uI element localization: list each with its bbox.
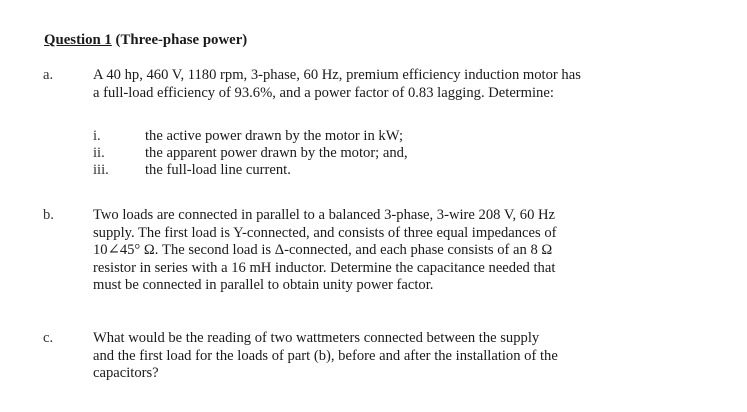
question-heading: [44, 32, 247, 50]
part-b-line-4: resistor in series with a 16 mH inductor. Determine the capacitance needed that: [93, 259, 556, 276]
part-b-line-3: 10∠45° Ω. The second load is Δ-connected, and each phase consists of an 8 Ω: [93, 242, 553, 258]
part-a-line-2: a full-load efficiency of 93.6%, and a power factor of 0.83 lagging. Determine:: [93, 84, 554, 101]
subitem-ii-numeral: ii.: [93, 145, 105, 161]
part-b-line-5: must be connected in parallel to obtain unity power factor.: [93, 277, 434, 293]
part-a-line-1: A 40 hp, 460 V, 1180 rpm, 3-phase, 60 Hz, premium efficiency induction motor has: [93, 67, 581, 83]
part-c-text: [93, 330, 693, 383]
question-title: (Three-phase power): [115, 32, 248, 48]
part-c-label: c.: [43, 330, 54, 346]
part-a-subitems: [93, 128, 653, 179]
subitem-i: [93, 128, 653, 145]
part-b-label: b.: [43, 207, 54, 223]
subitem-i-numeral: i.: [93, 128, 101, 144]
subitem-ii: [93, 145, 653, 162]
part-a-text: [93, 67, 693, 102]
subitem-iii-text: the full-load line current.: [145, 162, 291, 178]
part-c-line-3: capacitors?: [93, 365, 159, 381]
part-c-line-1: What would be the reading of two wattmeters connected between the supply: [93, 330, 540, 346]
subitem-iii: [93, 162, 653, 179]
question-number: Question 1: [44, 32, 112, 48]
part-a-label: a.: [43, 67, 54, 83]
subitem-i-text: the active power drawn by the motor in kW;: [145, 128, 404, 144]
subitem-iii-numeral: iii.: [93, 162, 109, 178]
part-b-line-2: supply. The first load is Y-connected, and consists of three equal impedances of: [93, 224, 557, 241]
part-b-line-1: Two loads are connected in parallel to a balanced 3-phase, 3-wire 208 V, 60 Hz: [93, 207, 556, 223]
subitem-ii-text: the apparent power drawn by the motor; and,: [145, 145, 408, 161]
part-c-line-2: and the first load for the loads of part (b), before and after the installation of the: [93, 347, 558, 364]
part-b-text: [93, 207, 693, 295]
